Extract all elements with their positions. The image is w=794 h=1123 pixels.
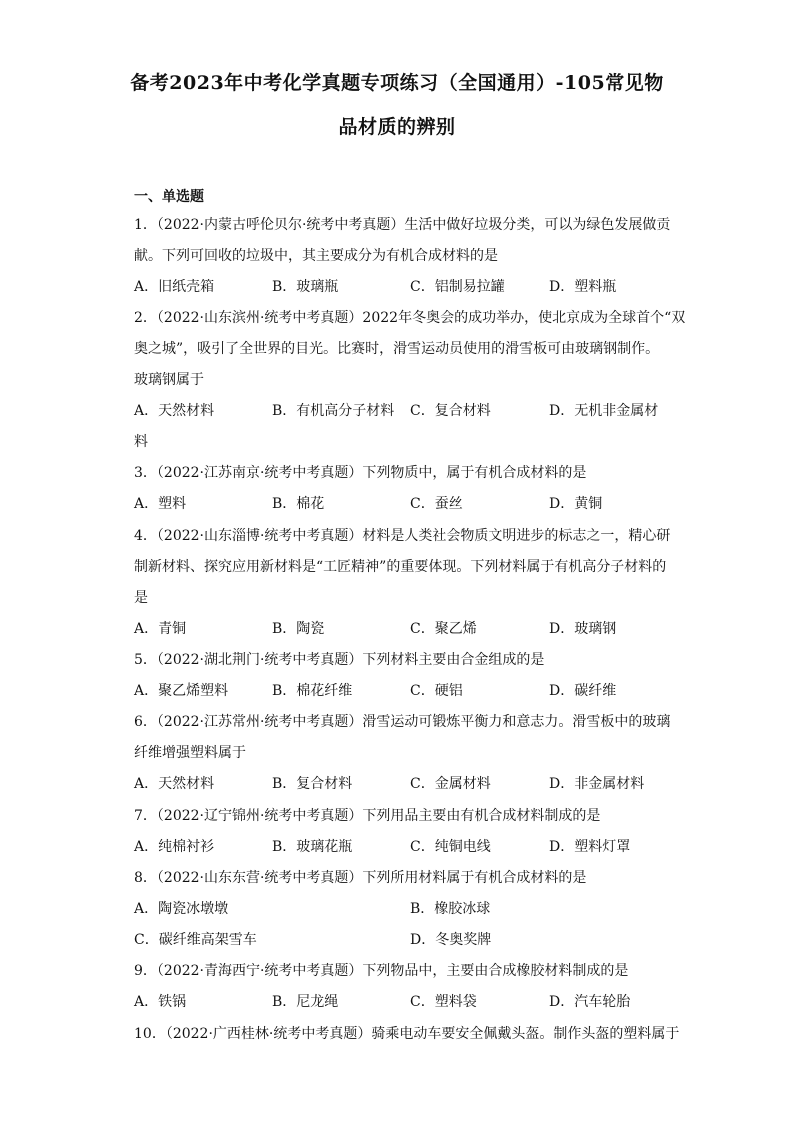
question-5-option-a: A．聚乙烯塑料	[134, 683, 229, 699]
question-10-text-line-1: 10．（2022·广西桂林·统考中考真题）骑乘电动车要安全佩戴头盔。制作头盔的塑料属于	[134, 1026, 680, 1042]
question-7-option-b: B．玻璃花瓶	[272, 839, 353, 855]
question-7-text-line-1: 7．（2022·辽宁锦州·统考中考真题）下列用品主要由有机合成材料制成的是	[134, 808, 601, 824]
question-4-option-b: B．陶瓷	[272, 621, 325, 637]
question-8-option-c: C．碳纤维高架雪车	[134, 932, 257, 948]
question-6-option-a: A．天然材料	[134, 776, 215, 792]
question-6-option-b: B．复合材料	[272, 776, 353, 792]
question-8-option-a: A．陶瓷冰墩墩	[134, 901, 229, 917]
question-1-option-a: A．旧纸壳箱	[134, 279, 215, 295]
question-2-option-d-wrap: 料	[134, 434, 148, 450]
question-5-option-d: D．碳纤维	[549, 683, 617, 699]
question-4-option-d: D．玻璃钢	[549, 621, 617, 637]
question-6-text-line-1: 6．（2022·江苏常州·统考中考真题）滑雪运动可锻炼平衡力和意志力。滑雪板中的玻璃	[134, 714, 671, 730]
question-2-text-line-3: 玻璃钢属于	[134, 372, 204, 388]
question-3-option-c: C．蚕丝	[410, 496, 463, 512]
question-5-text-line-1: 5．（2022·湖北荆门·统考中考真题）下列材料主要由合金组成的是	[134, 652, 545, 668]
question-6-option-c: C．金属材料	[410, 776, 491, 792]
question-4-text-line-1: 4．（2022·山东淄博·统考中考真题）材料是人类社会物质文明进步的标志之一，精心研	[134, 528, 671, 544]
question-9-option-d: D．汽车轮胎	[549, 994, 631, 1010]
question-2-option-d: D．无机非金属材	[549, 403, 659, 419]
question-2-option-b: B．有机高分子材料	[272, 403, 395, 419]
question-3-option-d: D．黄铜	[549, 496, 603, 512]
question-3-text-line-1: 3．（2022·江苏南京·统考中考真题）下列物质中，属于有机合成材料的是	[134, 465, 587, 481]
question-4-option-c: C．聚乙烯	[410, 621, 477, 637]
question-1-option-b: B．玻璃瓶	[272, 279, 339, 295]
document-title-line-2: 品材质的辨别	[338, 116, 456, 138]
section-heading: 一、单选题	[134, 189, 204, 205]
question-4-text-line-2: 制新材料、探究应用新材料是“工匠精神”的重要体现。下列材料属于有机高分子材料的	[134, 559, 667, 575]
question-2-option-c: C．复合材料	[410, 403, 491, 419]
question-1-text-line-2: 献。下列可回收的垃圾中，其主要成分为有机合成材料的是	[134, 248, 498, 264]
question-9-option-a: A．铁锅	[134, 994, 187, 1010]
question-4-option-a: A．青铜	[134, 621, 187, 637]
question-1-option-c: C．铝制易拉罐	[410, 279, 505, 295]
question-2-text-line-1: 2．（2022·山东滨州·统考中考真题）2022年冬奥会的成功举办，使北京成为全球首个“双	[134, 310, 686, 326]
question-7-option-c: C．纯铜电线	[410, 839, 491, 855]
document-title-line-1: 备考2023年中考化学真题专项练习（全国通用）-105常见物	[130, 72, 664, 94]
question-2-option-a: A．天然材料	[134, 403, 215, 419]
question-9-option-c: C．塑料袋	[410, 994, 477, 1010]
question-7-option-d: D．塑料灯罩	[549, 839, 631, 855]
question-7-option-a: A．纯棉衬衫	[134, 839, 215, 855]
question-1-text-line-1: 1．（2022·内蒙古呼伦贝尔·统考中考真题）生活中做好垃圾分类，可以为绿色发展做贡	[134, 217, 671, 233]
question-3-option-a: A．塑料	[134, 496, 187, 512]
question-9-option-b: B．尼龙绳	[272, 994, 339, 1010]
question-6-option-d: D．非金属材料	[549, 776, 645, 792]
question-9-text-line-1: 9．（2022·青海西宁·统考中考真题）下列物品中，主要由合成橡胶材料制成的是	[134, 963, 629, 979]
question-5-option-c: C．硬铝	[410, 683, 463, 699]
question-2-text-line-2: 奥之城”，吸引了全世界的目光。比赛时，滑雪运动员使用的滑雪板可由玻璃钢制作。	[134, 341, 660, 357]
question-8-text-line-1: 8．（2022·山东东营·统考中考真题）下列所用材料属于有机合成材料的是	[134, 870, 587, 886]
question-5-option-b: B．棉花纤维	[272, 683, 353, 699]
question-8-option-d: D．冬奥奖牌	[410, 932, 492, 948]
question-3-option-b: B．棉花	[272, 496, 325, 512]
question-1-option-d: D．塑料瓶	[549, 279, 617, 295]
question-6-text-line-2: 纤维增强塑料属于	[134, 745, 246, 761]
question-8-option-b: B．橡胶冰球	[410, 901, 491, 917]
question-4-text-line-3: 是	[134, 590, 148, 606]
